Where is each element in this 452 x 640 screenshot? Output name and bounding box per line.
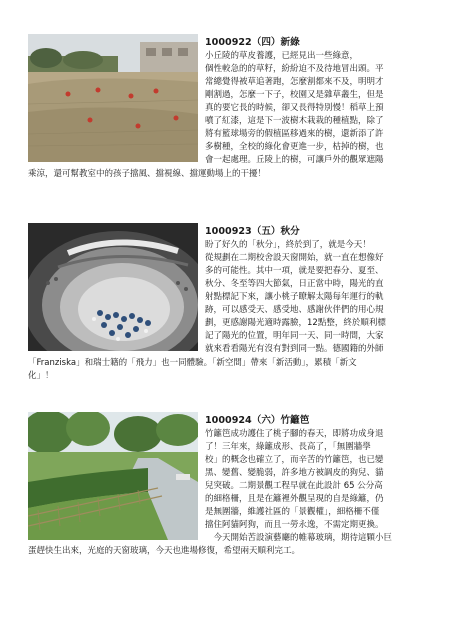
entry-body (205, 239, 420, 356)
body-line: 將有籃球場旁的假植區移過來的樹，還新添了許 (205, 129, 384, 139)
body-line: 秋分、冬至等四大節氣，日正當中時，陽光的直 (205, 279, 384, 289)
body-line: 蛋趕快生出來，光庭的天窗玻璃，今天也進場修復，希望兩天順利完工。 (28, 546, 301, 556)
entry-title: 1000923（五）秋分 (205, 226, 300, 237)
body-line: 記了陽光的位置，明年同一天、同一時間，大家 (205, 331, 384, 341)
bamboo-fence-photo (28, 412, 198, 540)
skylight-atrium-photo-image (28, 223, 198, 351)
body-line: 常總覺得被草追著跑，怎麼割都來不及，明明才 (205, 77, 384, 87)
body-line: 個性較急的的草籽，紛紛迫不及待地冒出頭。平 (205, 64, 384, 74)
body-line: 兒突破。二期景觀工程早就在此設計 65 公分高 (205, 481, 383, 491)
body-line: 真的要它長的時候，卻又長得特別慢！稻草上預 (205, 103, 384, 113)
body-line: 竹籬笆成功護住了桃子腳的春天，即將功成身退 (205, 429, 384, 439)
entry-body (205, 428, 420, 545)
body-line: 小丘陵的草皮養護，已經見出一些綠意， (205, 51, 359, 61)
body-line: 化」！ (28, 371, 54, 381)
body-line: 了！三年來，綠籬成形、長高了，「無圍牆學 (205, 442, 371, 452)
body-line: 是無圍牆，維護社區的「景觀權」，細格柵不僅 (205, 507, 380, 517)
entry-continuation (28, 168, 423, 181)
body-line: 今天開始苦設演藝廳的帷幕玻璃，期待這顆小巨 (205, 533, 393, 543)
entry-continuation (28, 545, 423, 558)
body-line: 就來看看陽光有沒有對到同一點。德國籍的外師 (205, 344, 384, 354)
body-line: 射點標記下來，讓小桃子瞭解太陽每年運行的軌 (205, 292, 384, 302)
body-line: 乘涼，還可幫教室中的孩子擋風、擋視線、擋運動場上的干擾！ (28, 169, 267, 179)
body-line: 校」的概念也確立了，而辛苦的竹籬笆，也已變 (205, 455, 384, 465)
body-line: 從規劃在二期校舍設天窗開始，就一直在想像好 (205, 253, 384, 263)
body-line: 劃，更感謝陽光適時露臉，12點整，終於順利標 (205, 318, 386, 328)
body-line: 多的可能性。其中一項，就是要把春分、夏至、 (205, 266, 384, 276)
entry-body (205, 50, 420, 167)
skylight-atrium-photo (28, 223, 198, 351)
body-line: 的細格柵，且是在籬裡外觀呈現的自是綠籬，仍 (205, 494, 384, 504)
body-line: 多樹種，全校的綠化會更進一步，枯掉的樹，也 (205, 142, 384, 152)
bamboo-fence-photo-image (28, 412, 198, 540)
body-line: 跡，可以感受天、感受地、感謝伙伴們的用心規 (205, 305, 384, 315)
lawn-hill-photo-image (28, 34, 198, 162)
body-line: 噴了紅漆，這是下一波樹木栽栽的種植點，除了 (205, 116, 384, 126)
entry-title: 1000924（六）竹籬笆 (205, 415, 310, 426)
body-line: 黑、變舊、變脆弱，許多地方被調皮的狗兒、貓 (205, 468, 384, 478)
body-line: 盼了好久的「秋分」，終於到了，就是今天！ (205, 240, 371, 250)
body-line: 擋住阿貓阿狗，而且一勞永逸，不需定期更換。 (205, 520, 384, 530)
body-line: 「Franziska」和瑞士籍的「飛力」也一同體驗。「新空間」帶來「新活動」，累積「新文 (28, 358, 357, 368)
lawn-hill-photo (28, 34, 198, 162)
body-line: 剛割過，怎麼一下子，校園又是雜草叢生，但是 (205, 90, 384, 100)
entry-continuation (28, 357, 423, 383)
body-line: 會一起處理。丘陵上的樹，可讓戶外的觀眾遮陽 (205, 155, 384, 165)
entry-title: 1000922（四）新綠 (205, 37, 300, 48)
